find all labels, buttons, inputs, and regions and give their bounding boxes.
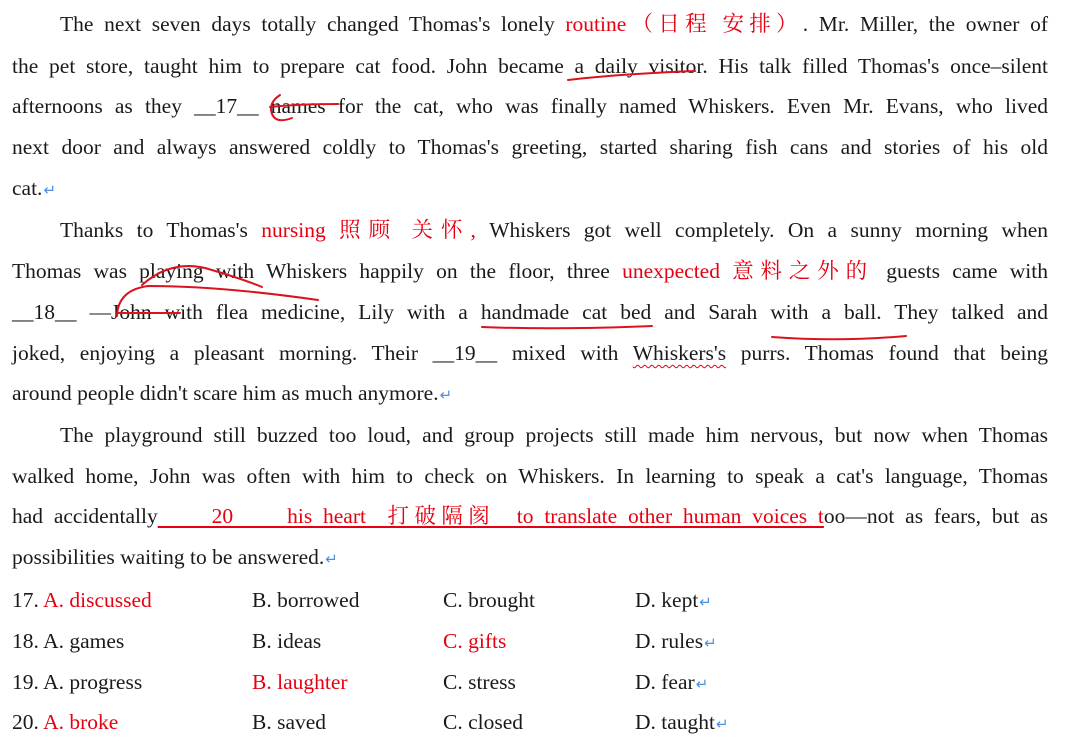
p3-line2: walked home, John was often with him to check on Whiskers. In learning to speak a cat's language, Thomas: [12, 464, 1048, 488]
text: had accidentally: [12, 504, 158, 528]
annotation-word: routine: [565, 12, 627, 36]
q20-option-a: 20. A. broke: [12, 710, 119, 734]
q17-option-b: B. borrowed: [252, 588, 360, 612]
p3-line1: [12, 421, 1048, 449]
annotation-translation: （日程 安排）: [626, 12, 803, 36]
paragraph-return-icon: ↵: [716, 715, 729, 733]
filled-answer-blank: 20 his heart 打破隔阂 to translate other human voices t: [157, 504, 824, 528]
p2-line2: [12, 257, 1048, 285]
text: . Mr. Miller, the owner of: [802, 12, 1048, 36]
text: Thanks to Thomas's: [60, 218, 262, 242]
text: Whiskers got well completely. On a sunny morning when: [475, 218, 1048, 242]
text: guests came with: [873, 259, 1048, 283]
annotation-translation: 照顾 关怀,: [325, 218, 476, 242]
p2-line3: __18__ —John with flea medicine, Lily with a handmade cat bed and Sarah with a ball. They talked and: [12, 300, 1048, 324]
q18-option-d: D. rules↵: [635, 629, 717, 653]
q18-option-b: B. ideas: [252, 629, 322, 653]
text: joked, enjoying a pleasant morning. Their __19__ mixed with: [12, 341, 633, 365]
p1-line5: [12, 174, 1048, 204]
p1-line4: next door and always answered coldly to Thomas's greeting, started sharing fish cans and stories of his old: [12, 135, 1048, 159]
q20-option-c: C. closed: [443, 710, 524, 734]
q19-option-b: B. laughter: [252, 670, 348, 694]
text: purrs. Thomas found that being: [726, 341, 1048, 365]
wavy-underlined-word: Whiskers's: [632, 341, 727, 365]
q17-option-d: D. kept↵: [635, 588, 712, 612]
p2-line4: [12, 339, 1048, 367]
q18-option-c: C. gifts: [443, 629, 507, 653]
text: The next seven days totally changed Thomas's lonely: [60, 12, 566, 36]
q19-option-c: C. stress: [443, 670, 516, 694]
p1-line2: the pet store, taught him to prepare cat food. John became a daily visitor. His talk filled Thomas's once–silent: [12, 54, 1048, 78]
underline-handmade-cat-bed: [482, 326, 652, 328]
q17-option-c: C. brought: [443, 588, 535, 612]
text: Thomas was playing with Whiskers happily on the floor, three: [12, 259, 623, 283]
text: oo—not as fears, but as: [823, 504, 1049, 528]
text: around people didn't scare him as much anymore.: [12, 381, 439, 405]
paragraph-return-icon: ↵: [695, 675, 709, 693]
p2-line5: [12, 379, 1048, 409]
paragraph-return-icon: ↵: [43, 181, 57, 199]
q19-option-d: D. fear↵: [635, 670, 709, 694]
q17-option-a: 17. A. discussed: [12, 588, 152, 612]
text: cat.: [12, 176, 43, 200]
paragraph-return-icon: ↵: [704, 634, 717, 652]
text: The playground still buzzed too loud, and group projects still made him nervous, but now when Thomas: [60, 423, 1048, 447]
q18-option-a: 18. A. games: [12, 629, 125, 653]
text: possibilities waiting to be answered.: [12, 545, 325, 569]
p3-line3: [12, 502, 1048, 530]
p1-line3: afternoons as they __17__ names for the cat, who was finally named Whiskers. Even Mr. Evans, who lived: [12, 94, 1048, 118]
annotation-translation: 意料之外的: [719, 259, 874, 283]
paragraph-return-icon: ↵: [699, 593, 712, 611]
q20-option-d: D. taught↵: [635, 710, 729, 734]
q20-option-b: B. saved: [252, 710, 327, 734]
q19-option-a: 19. A. progress: [12, 670, 143, 694]
annotation-word: nursing: [261, 218, 326, 242]
paragraph-return-icon: ↵: [439, 386, 453, 404]
p2-line1: [12, 216, 1048, 244]
paragraph-return-icon: ↵: [325, 550, 338, 568]
p3-line4: [12, 543, 1048, 573]
annotation-word: unexpected: [622, 259, 720, 283]
p1-line1: [12, 10, 1048, 38]
